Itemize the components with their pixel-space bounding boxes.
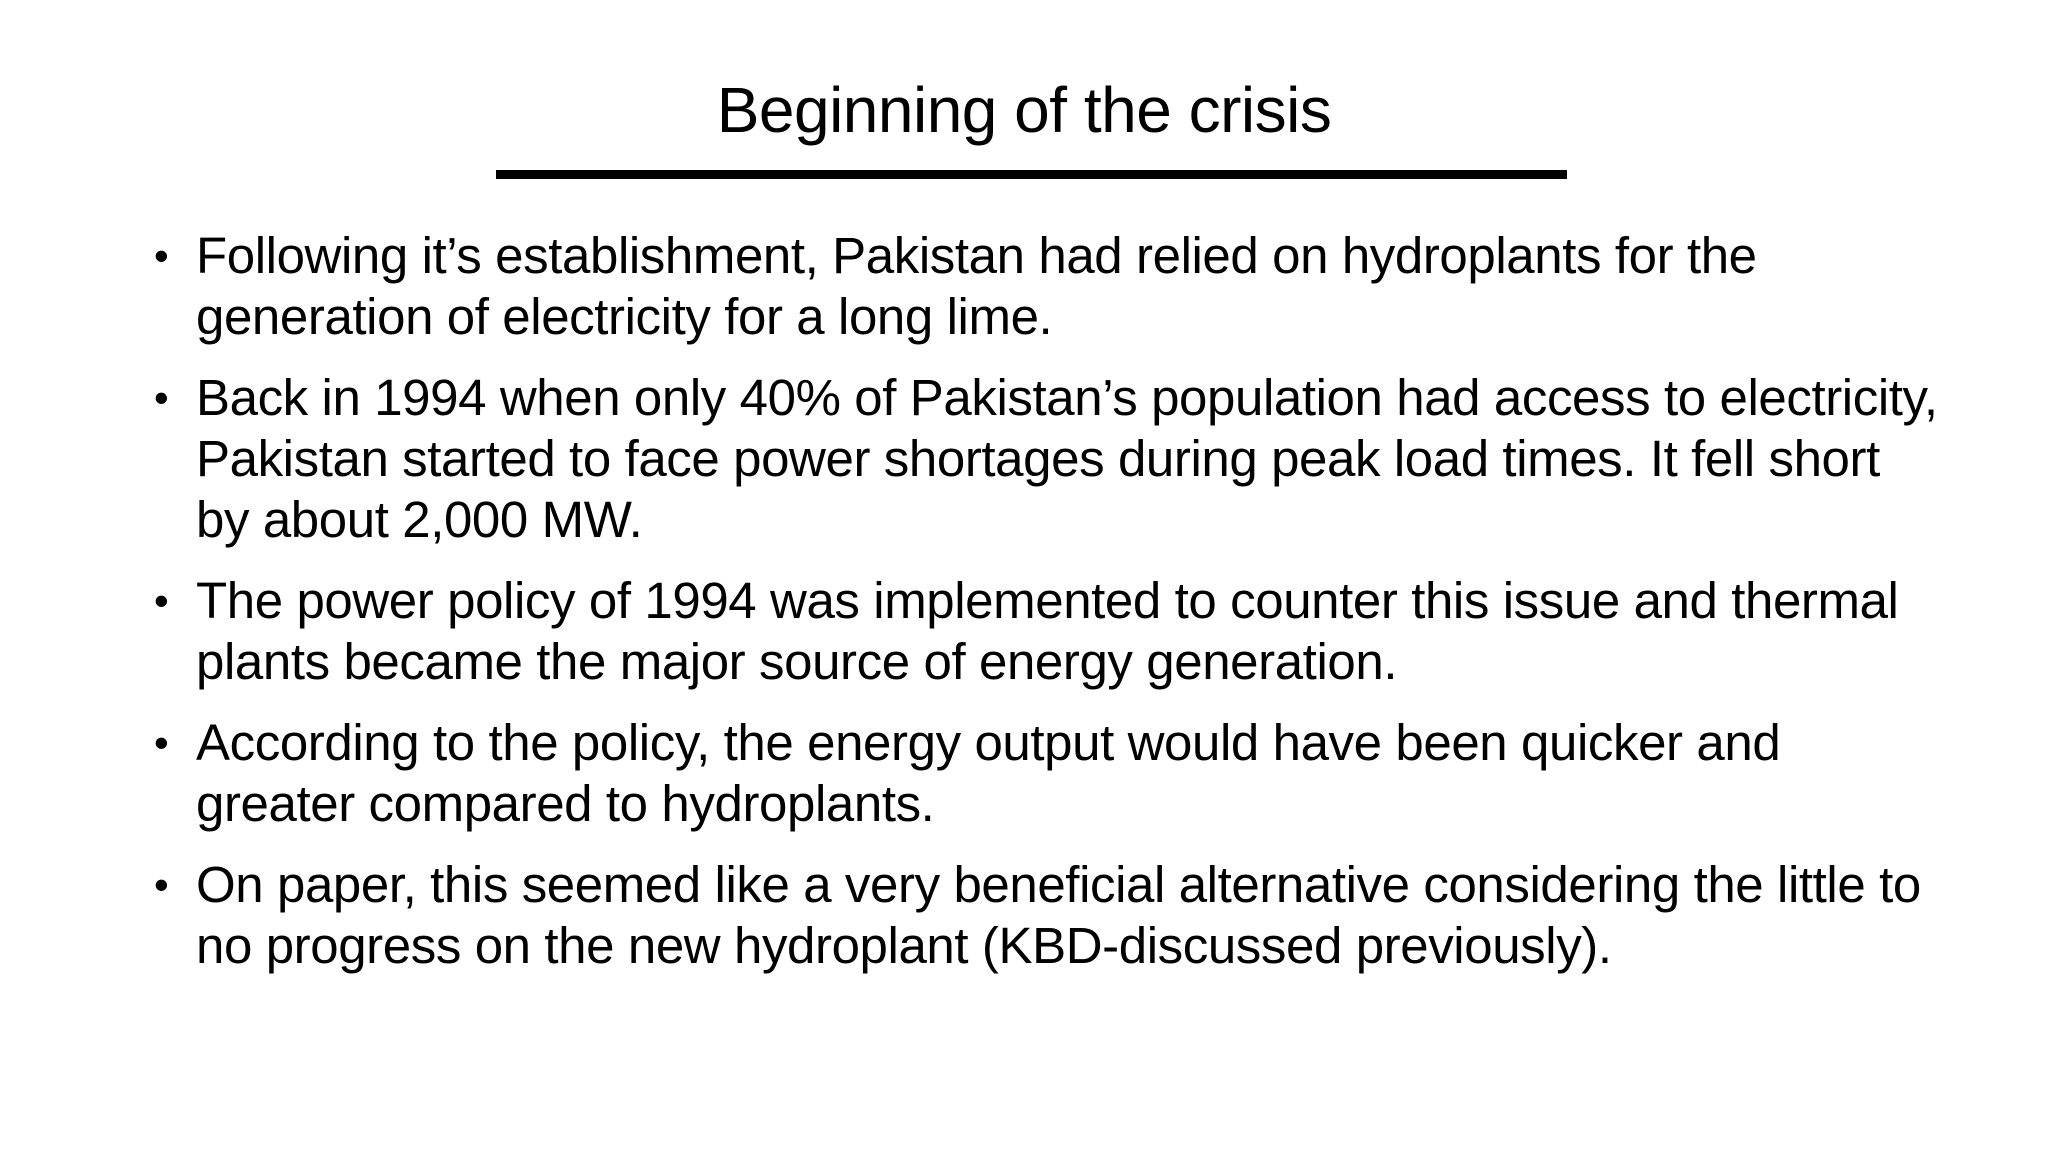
bullet-text: Back in 1994 when only 40% of Pakistan’s population had access to electricity, Pakistan started to face power shortages during peak load times. It fell short by about 2,000 MW. [196, 369, 1938, 548]
bullet-icon: • [154, 861, 169, 908]
bullet-item [150, 570, 1940, 692]
bullet-icon: • [154, 374, 169, 421]
title-underline [496, 170, 1567, 179]
bullet-icon: • [154, 719, 169, 766]
bullet-text: The power policy of 1994 was implemented to counter this issue and thermal plants became the major source of energy generation. [196, 572, 1899, 690]
bullet-text: On paper, this seemed like a very beneficial alternative considering the little to no progress on the new hydroplant (KBD-discussed previously). [196, 856, 1921, 974]
bullet-icon: • [154, 232, 169, 279]
bullet-text: According to the policy, the energy output would have been quicker and greater compared to hydroplants. [196, 714, 1781, 832]
slide-title: Beginning of the crisis [716, 74, 1332, 146]
bullet-item [150, 225, 1940, 347]
bullet-icon: • [154, 577, 169, 624]
bullet-list [150, 225, 1940, 996]
bullet-item [150, 712, 1940, 834]
bullet-item [150, 854, 1940, 976]
bullet-text: Following it’s establishment, Pakistan had relied on hydroplants for the generation of electricity for a long lime. [196, 227, 1757, 345]
bullet-item [150, 367, 1940, 550]
